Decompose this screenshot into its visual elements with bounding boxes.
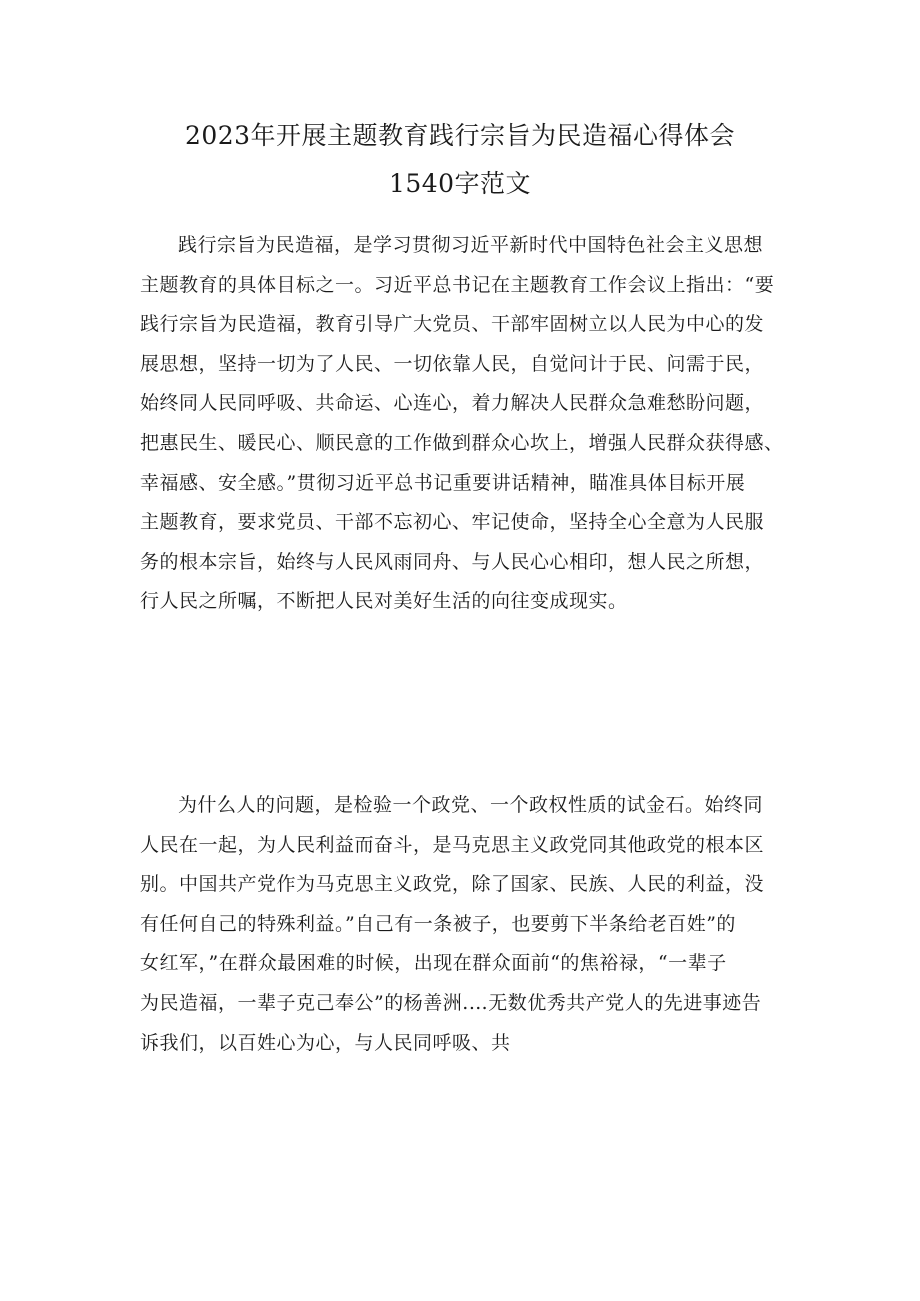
paragraph-line: 践行宗旨为民造福，教育引导广大党员、干部牢固树立以人民为中心的发 [140, 313, 765, 336]
paragraph-line: 女红军，”在群众最困难的时候，出现在群众面前“的焦裕禄，“一辈子 [140, 952, 727, 975]
paragraph-line: 务的根本宗旨，始终与人民风雨同舟、与人民心心相印，想人民之所想， [140, 550, 765, 573]
paragraph-line: 行人民之所嘱，不断把人民对美好生活的向往变成现实。 [140, 590, 628, 613]
paragraph-line: 把惠民生、暖民心、顺民意的工作做到群众心坎上，增强人民群众获得感、 [140, 431, 784, 454]
paragraph-line: 为民造福，一辈子克己奉公”的杨善洲.…无数优秀共产党人的先进事迹告 [140, 991, 762, 1014]
paragraph-line: 主题教育，要求党员、干部不忘初心、牢记使命，坚持全心全意为人民服 [140, 511, 765, 534]
paragraph-2 [140, 786, 800, 1063]
paragraph-line: 践行宗旨为民造福，是学习贯彻习近平新时代中国特色社会主义思想 [178, 234, 764, 256]
paragraph-1 [140, 226, 800, 622]
paragraph-line: 人民在一起，为人民利益而奋斗，是马克思主义政党同其他政党的根本区 [140, 833, 765, 856]
paragraph-line: 主题教育的具体目标之一。习近平总书记在主题教育工作会议上指出：“要 [140, 273, 775, 296]
title-line-1: 2023年开展主题教育践行宗旨为民造福心得体会 [184, 121, 736, 150]
paragraph-line: 别。中国共产党作为马克思主义政党，除了国家、民族、人民的利益，没 [140, 873, 765, 896]
paragraph-line: 始终同人民同呼吸、共命运、心连心，着力解决人民群众急难愁盼问题， [140, 392, 765, 415]
paragraph-line: 展思想，坚持一切为了人民、一切依靠人民，自觉问计于民、问需于民， [140, 352, 765, 375]
title-line-2: 1540字范文 [388, 169, 532, 198]
paragraph-line: 幸福感、安全感。”贯彻习近平总书记重要讲话精神，瞄准具体目标开展 [140, 471, 746, 494]
paragraph-line: 有任何自己的特殊利益。”自己有一条被子，也要剪下半条给老百姓”的 [140, 912, 736, 935]
document-title [0, 112, 920, 208]
paragraph-line: 为什么人的问题，是检验一个政党、一个政权性质的试金石。始终同 [178, 794, 764, 816]
paragraph-line: 诉我们，以百姓心为心，与人民同呼吸、共 [140, 1031, 511, 1054]
